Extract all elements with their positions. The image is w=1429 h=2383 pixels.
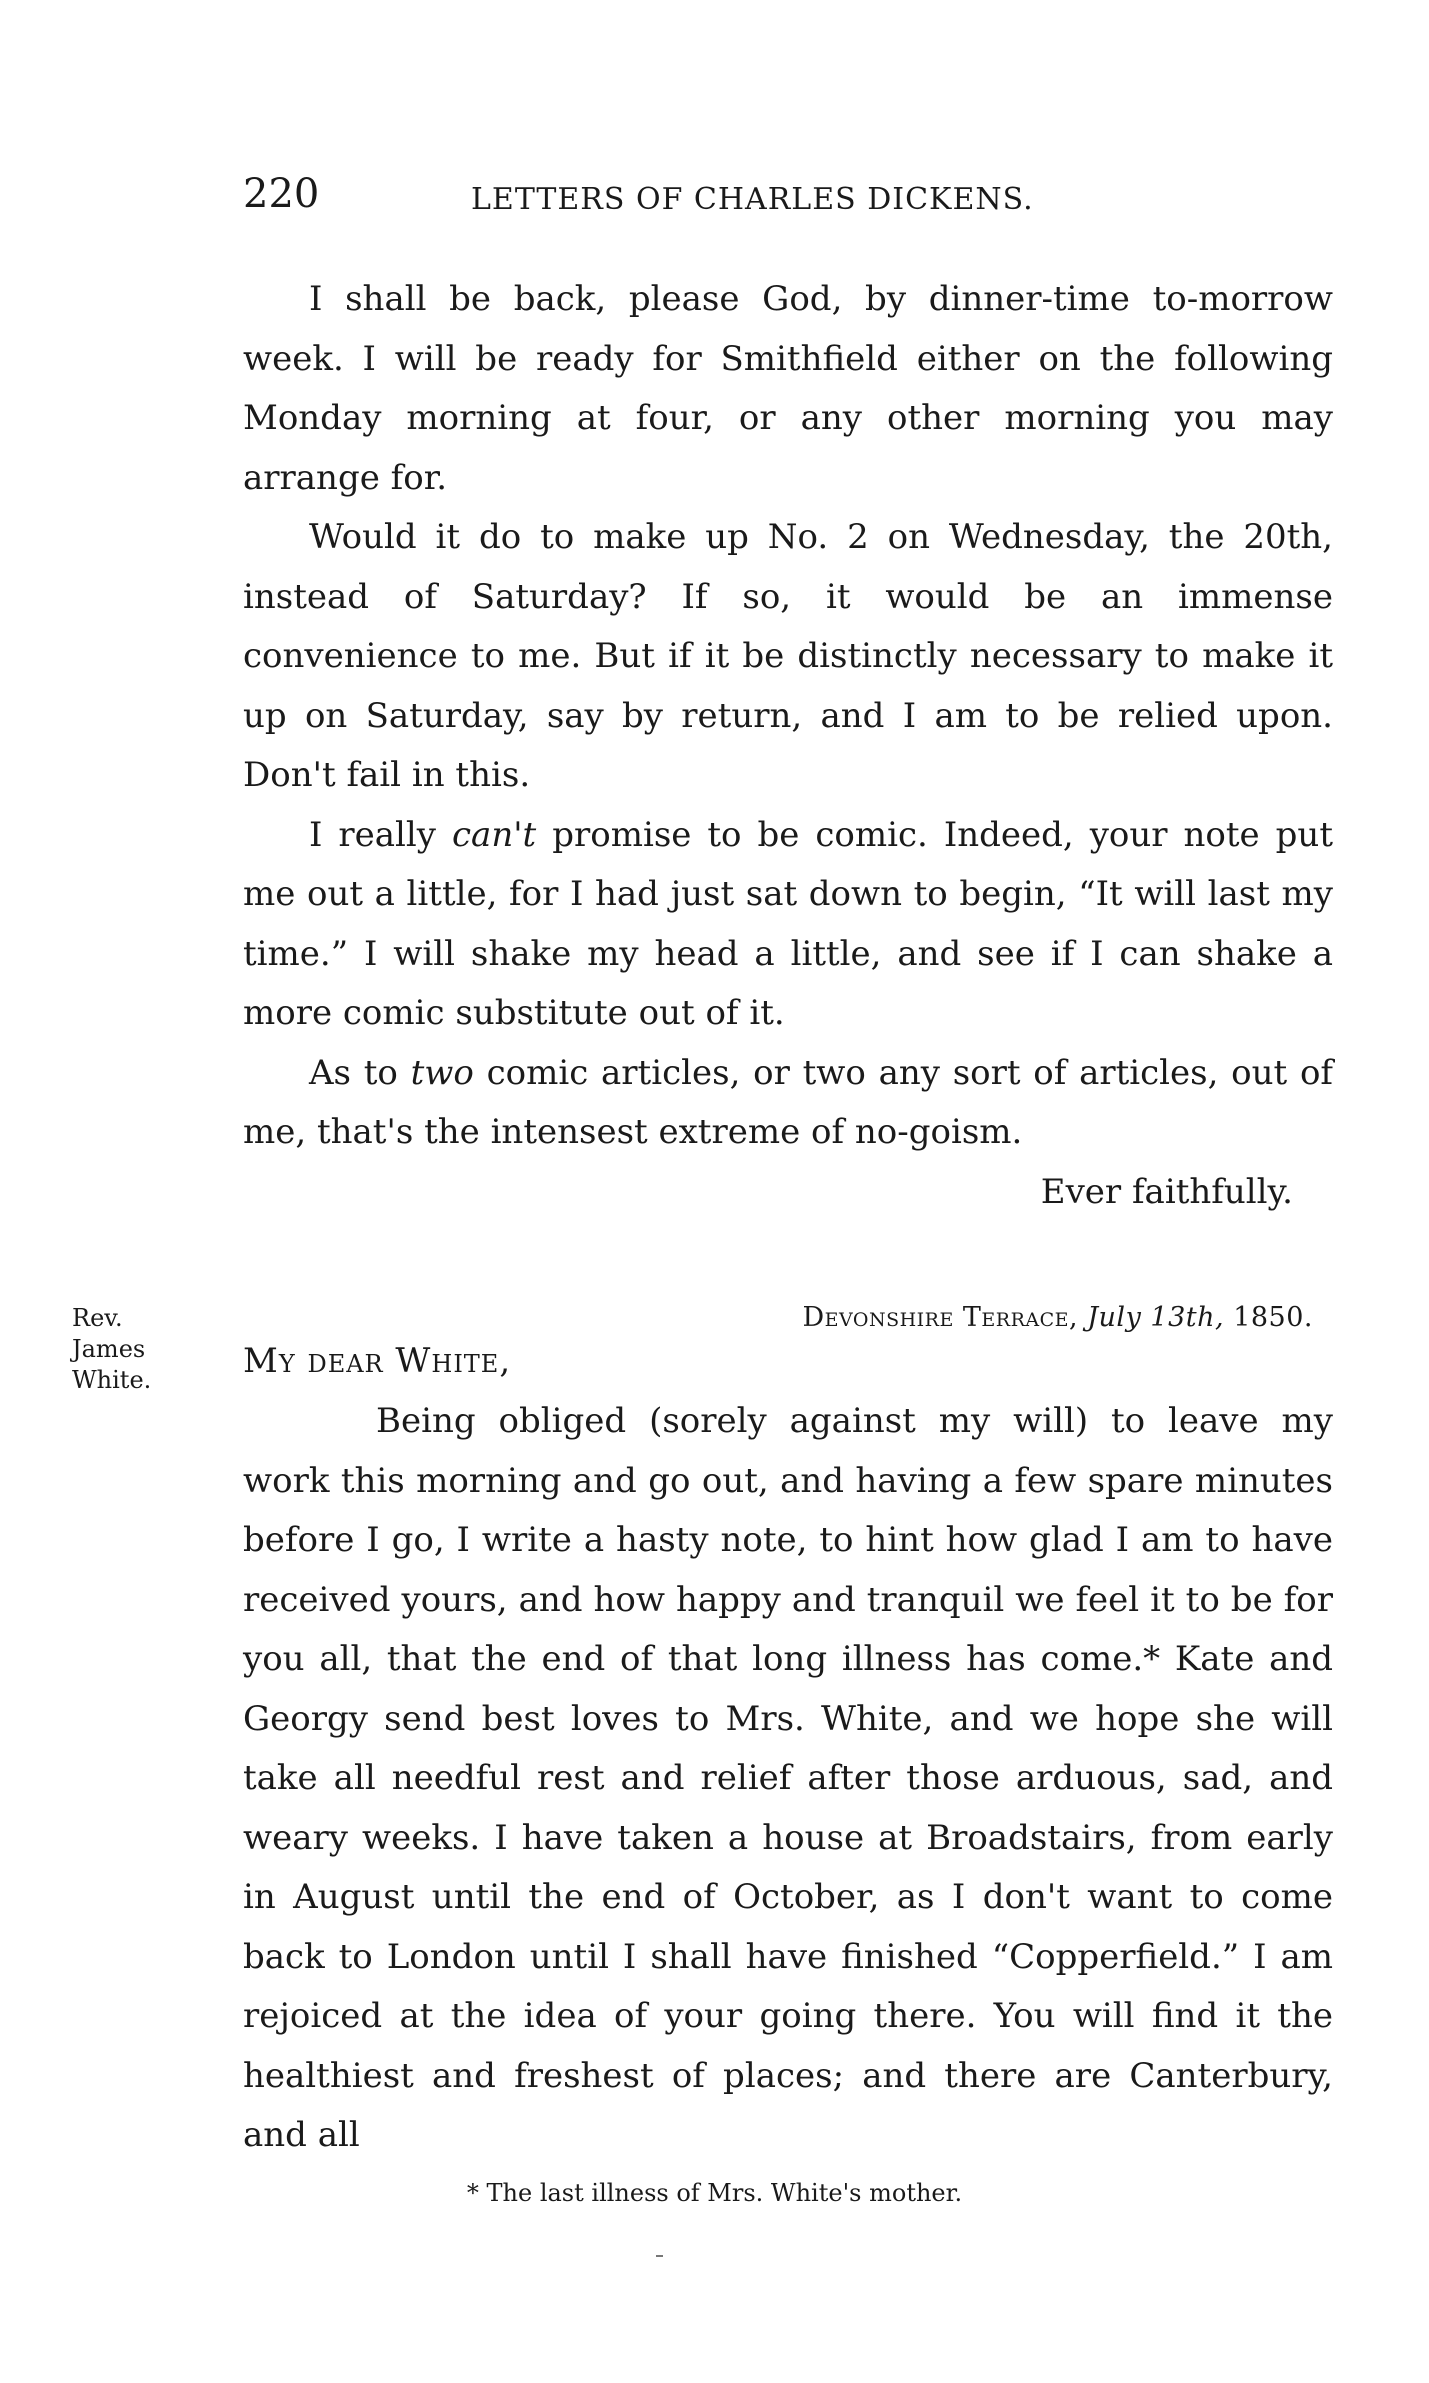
letter-one-paragraph-1: I shall be back, please God, by dinner-time to-morrow week. I will be ready for Smithfield either on the following Monday morning at four, or any other morning you may arrange for. [243, 279, 1333, 498]
footnote: * The last illness of Mrs. White's mother. [466, 2179, 963, 2207]
page-bottom-mark [656, 2255, 663, 2257]
margin-note-line-2: James [72, 1335, 146, 1363]
margin-note-line-1: Rev. [72, 1304, 123, 1332]
letter-two-body: Being obliged (sorely against my will) to leave my work this morning and go out, and having a few spare minutes before I go, I write a hasty note, to hint how glad I am to have received yours, and how happy and tranquil we feel it to be for you all, that the end of that long illness has come.* Kate and Georgy send best loves to Mrs. White, and we hope she will take all needful rest and relief after those arduous, sad, and weary weeks. I have taken a house at Broadstairs, from early in August until the end of October, as I don't want to come back to London until I shall have finished “Copperfield.” I am rejoiced at the idea of your going there. You will find it the healthiest and freshest of places; and there are Canterbury, and all [243, 1401, 1333, 2155]
letter-one-paragraph-3 [243, 806, 1333, 1044]
margin-note [72, 1303, 151, 1396]
letter-one-paragraph-2: Would it do to make up No. 2 on Wednesday, the 20th, instead of Saturday? If so, it would be an immense convenience to me. But if it be distinctly necessary to make it up on Saturday, say by return, and I am to be relied upon. Don't fail in this. [243, 517, 1333, 795]
paragraph-4-emphasis: two [410, 1052, 474, 1093]
dateline-month: July [1087, 1302, 1142, 1333]
dateline [243, 1298, 1313, 1338]
paragraph-3-text-b: promise to be comic. Indeed, your note put me out a little, for I had just sat down to begin, “It will last my time.” I will shake my head a little, and see if I can shake a more comic substitute out of it. [243, 814, 1333, 1033]
letter-one-closing: Ever faithfully. [1040, 1171, 1293, 1212]
paragraph-4-text-a: As to [309, 1052, 411, 1093]
paragraph-4-text-b: comic articles, or two any sort of articles, out of me, that's the intensest extreme of no-goism. [243, 1052, 1333, 1152]
letter-two [243, 1392, 1333, 2166]
letter-one-paragraph-4 [243, 1044, 1333, 1163]
page-number: 220 [243, 171, 320, 217]
letter-one [243, 270, 1333, 1222]
salutation: My dear White, [243, 1341, 512, 1381]
dateline-place: Devonshire Terrace, [802, 1302, 1079, 1333]
dateline-day: 13th, [1150, 1302, 1225, 1333]
margin-note-line-3: White. [72, 1366, 152, 1394]
paragraph-3-emphasis: can't [452, 814, 537, 855]
dateline-year: 1850. [1233, 1302, 1313, 1333]
running-head: LETTERS OF CHARLES DICKENS. [471, 182, 1034, 217]
page-header [243, 168, 1333, 228]
paragraph-3-text-a: I really [309, 814, 452, 855]
